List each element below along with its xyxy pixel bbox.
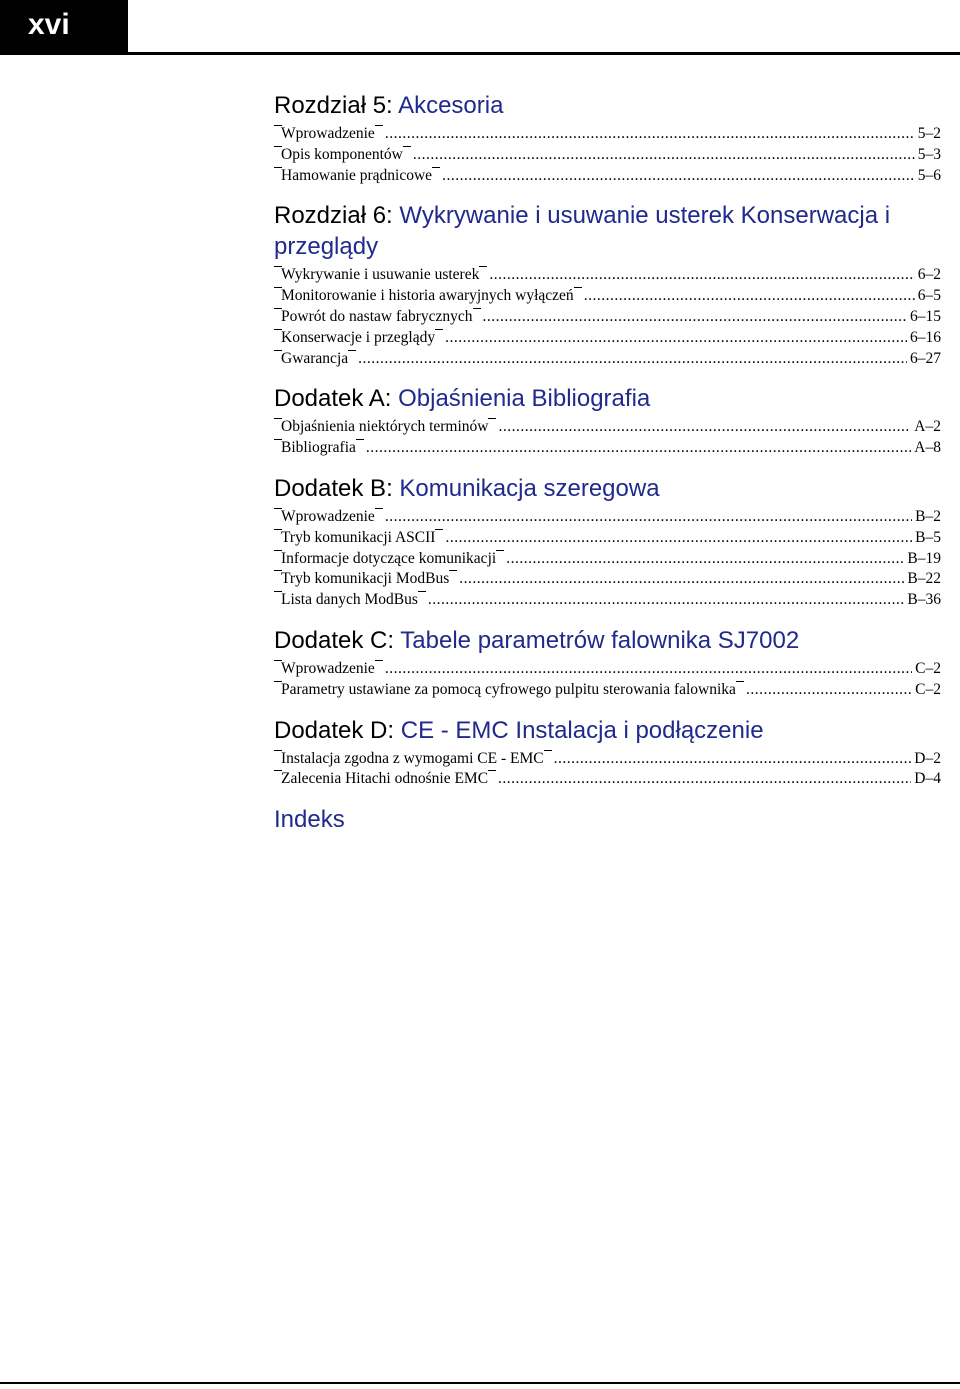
section-title[interactable]: Tabele parametrów falownika SJ7002 xyxy=(400,626,800,654)
section-title[interactable]: CE - EMC Instalacja i podłączenie xyxy=(400,716,764,744)
toc-entry-page: B–2 xyxy=(915,507,941,525)
toc-entry-label: Zalecenia Hitachi odnośnie EMC xyxy=(274,769,496,790)
dot-leader xyxy=(413,145,915,166)
toc-entry[interactable] xyxy=(274,349,941,370)
page-number-tab xyxy=(0,0,128,55)
toc-entry-label: Wprowadzenie xyxy=(274,659,383,680)
toc-section xyxy=(274,715,941,791)
toc-entry[interactable] xyxy=(274,328,941,349)
toc-entry-page: 5–6 xyxy=(917,166,941,184)
bottom-rule xyxy=(0,1382,960,1384)
toc-section xyxy=(274,625,941,701)
toc-entries xyxy=(274,659,941,701)
toc-entry-page: 6–16 xyxy=(910,328,941,346)
dot-leader xyxy=(483,307,907,328)
section-prefix: Dodatek D: xyxy=(274,716,395,744)
toc-entries xyxy=(274,265,941,369)
dot-leader xyxy=(385,659,912,680)
toc-entry-label: Gwarancja xyxy=(274,349,356,370)
dot-leader xyxy=(428,590,905,611)
section-heading xyxy=(274,90,941,121)
section-prefix: Dodatek B: xyxy=(274,474,393,502)
toc-entry-page: C–2 xyxy=(915,680,941,698)
toc-section xyxy=(274,90,941,186)
toc-entry-label: Lista danych ModBus xyxy=(274,590,426,611)
table-of-contents xyxy=(274,90,941,835)
dot-leader xyxy=(746,680,912,701)
toc-section xyxy=(274,200,941,369)
dot-leader xyxy=(498,769,911,790)
toc-entry-label: Powrót do nastaw fabrycznych xyxy=(274,307,481,328)
toc-entry-page: B–19 xyxy=(907,549,941,567)
toc-section xyxy=(274,383,941,459)
toc-entry[interactable] xyxy=(274,680,941,701)
toc-entry[interactable] xyxy=(274,417,941,438)
toc-entry[interactable] xyxy=(274,590,941,611)
toc-entry-page: A–2 xyxy=(914,418,941,436)
toc-entry[interactable] xyxy=(274,549,941,570)
toc-entry-label: Tryb komunikacji ModBus xyxy=(274,569,457,590)
toc-entry-label: Parametry ustawiane za pomocą cyfrowego pulpitu sterowania falownika xyxy=(274,680,744,701)
dot-leader xyxy=(489,265,914,286)
section-prefix: Dodatek A: xyxy=(274,385,392,413)
section-heading xyxy=(274,383,941,414)
toc-entry-page: D–2 xyxy=(914,749,941,767)
toc-entry-page: B–5 xyxy=(915,528,941,546)
toc-entry[interactable] xyxy=(274,659,941,680)
toc-entry-page: 5–2 xyxy=(917,125,941,142)
toc-entry-page: A–8 xyxy=(914,439,941,457)
toc-section xyxy=(274,473,941,611)
toc-entry-page: 6–15 xyxy=(910,307,941,325)
toc-entry-page: D–4 xyxy=(914,770,941,788)
toc-entry-page: B–36 xyxy=(907,591,941,609)
toc-entry[interactable] xyxy=(274,438,941,459)
toc-entry-label: Wprowadzenie xyxy=(274,124,383,145)
dot-leader xyxy=(445,528,912,549)
toc-entry-page: 5–3 xyxy=(917,145,941,163)
toc-entry-label: Hamowanie prądnicowe xyxy=(274,166,440,187)
dot-leader xyxy=(445,328,907,349)
dot-leader xyxy=(498,417,911,438)
toc-entry-page: B–22 xyxy=(907,570,941,588)
toc-entry[interactable] xyxy=(274,749,941,770)
dot-leader xyxy=(385,124,915,145)
section-title[interactable]: Wykrywanie i usuwanie usterek Konserwacja i przeglądy xyxy=(274,202,891,261)
toc-entry[interactable] xyxy=(274,145,941,166)
toc-entry-label: Informacje dotyczące komunikacji xyxy=(274,549,504,570)
toc-entry-page: C–2 xyxy=(915,659,941,677)
toc-entry-page: 6–27 xyxy=(910,349,941,367)
toc-entry[interactable] xyxy=(274,528,941,549)
section-heading xyxy=(274,473,941,504)
section-title[interactable]: Akcesoria xyxy=(398,92,504,119)
toc-entries xyxy=(274,124,941,186)
toc-entries xyxy=(274,749,941,791)
dot-leader xyxy=(554,749,912,770)
dot-leader xyxy=(506,549,904,570)
dot-leader xyxy=(584,286,915,307)
toc-entry-page: 6–5 xyxy=(917,287,941,305)
toc-entry-label: Monitorowanie i historia awaryjnych wyłączeń xyxy=(274,286,582,307)
toc-entry[interactable] xyxy=(274,569,941,590)
section-heading xyxy=(274,625,941,656)
dot-leader xyxy=(366,438,911,459)
toc-entries xyxy=(274,417,941,459)
toc-entry[interactable] xyxy=(274,286,941,307)
section-prefix: Rozdział 5: xyxy=(274,92,393,119)
top-rule xyxy=(0,52,960,55)
index-heading[interactable]: Indeks xyxy=(274,806,345,834)
toc-entry[interactable] xyxy=(274,307,941,328)
section-title[interactable]: Komunikacja szeregowa xyxy=(399,474,660,502)
toc-entry-label: Tryb komunikacji ASCII xyxy=(274,528,443,549)
toc-entry-label: Konserwacje i przeglądy xyxy=(274,328,443,349)
section-prefix: Dodatek C: xyxy=(274,626,395,654)
toc-entry-label: Wprowadzenie xyxy=(274,507,383,528)
toc-entry[interactable] xyxy=(274,265,941,286)
toc-entry[interactable] xyxy=(274,769,941,790)
page-number: xvi xyxy=(28,8,70,41)
toc-entry[interactable] xyxy=(274,166,941,187)
dot-leader xyxy=(459,569,904,590)
section-prefix: Rozdział 6: xyxy=(274,202,393,230)
toc-entries xyxy=(274,507,941,611)
toc-entry-label: Instalacja zgodna z wymogami CE - EMC xyxy=(274,749,552,770)
toc-entry-page: 6–2 xyxy=(917,266,941,284)
dot-leader xyxy=(385,507,912,528)
dot-leader xyxy=(358,349,907,370)
dot-leader xyxy=(442,166,915,187)
toc-entry-label: Objaśnienia niektórych terminów xyxy=(274,417,496,438)
toc-entry-label: Bibliografia xyxy=(274,438,364,459)
toc-entry[interactable] xyxy=(274,507,941,528)
section-title[interactable]: Objaśnienia Bibliografia xyxy=(398,385,651,413)
section-heading xyxy=(274,715,941,746)
toc-entry[interactable] xyxy=(274,124,941,145)
toc-entry-label: Wykrywanie i usuwanie usterek xyxy=(274,265,487,286)
toc-entry-label: Opis komponentów xyxy=(274,145,411,166)
section-heading xyxy=(274,200,941,262)
